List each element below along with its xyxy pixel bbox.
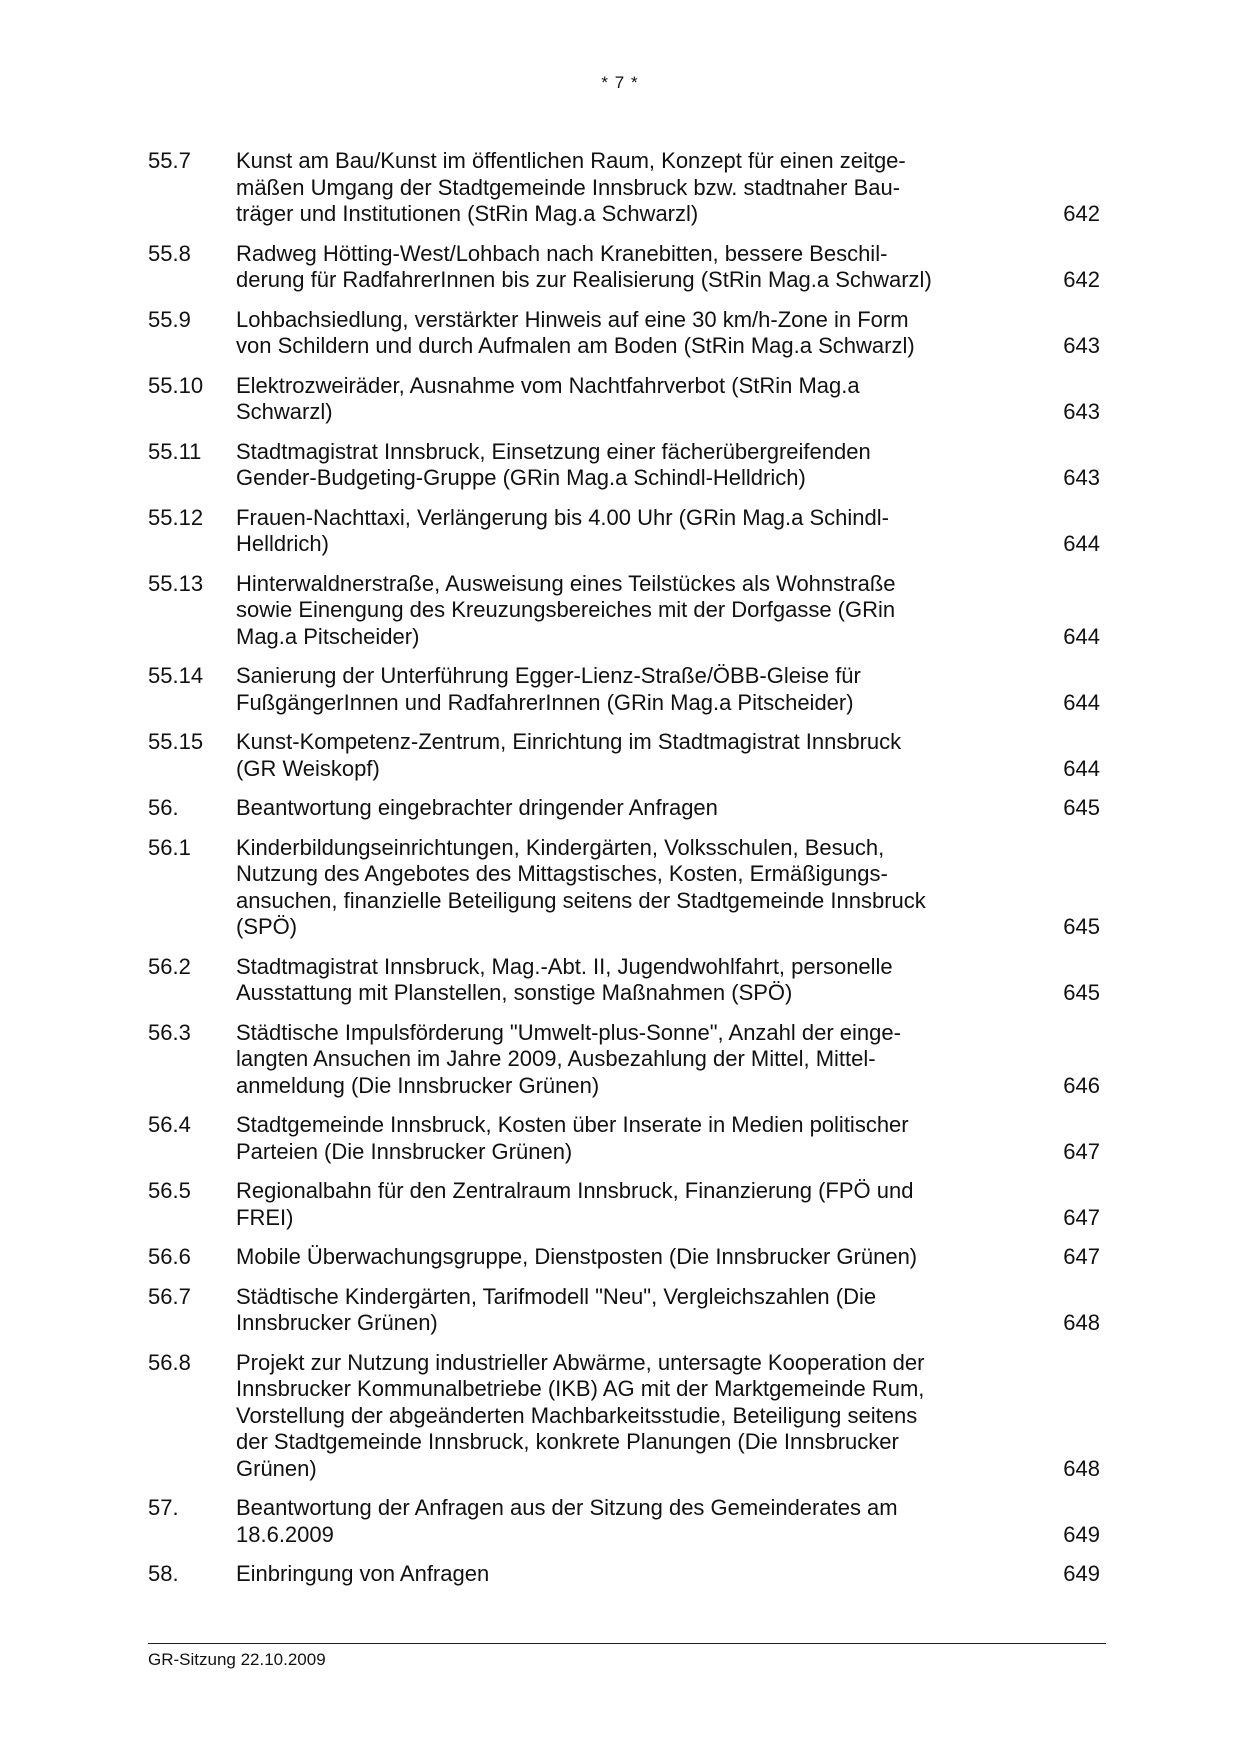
toc-entry-title-line: Frauen-Nachttaxi, Verlängerung bis 4.00 Uhr (GRin Mag.a Schindl- (236, 504, 889, 530)
toc-entry (148, 1495, 1100, 1548)
footer-divider (148, 1643, 1106, 1644)
toc-entry-title-line: Lohbachsiedlung, verstärkter Hinweis auf eine 30 km/h-Zone in Form (236, 306, 909, 332)
toc-entry (148, 1112, 1100, 1165)
toc-entry-page: 644 (1063, 689, 1100, 715)
toc-entry-title-line: FußgängerInnen und RadfahrerInnen (GRin Mag.a Pitscheider) (236, 689, 854, 715)
toc-entry-title-line: Kunst am Bau/Kunst im öffentlichen Raum, Konzept für einen zeitge- (236, 148, 906, 173)
toc-entry-title (236, 795, 994, 822)
toc-entry-page: 647 (1063, 1244, 1100, 1269)
toc-entry-number: 55.14 (148, 663, 204, 688)
toc-entry-title-line: Kinderbildungseinrichtungen, Kindergärten, Volksschulen, Besuch, (236, 834, 885, 860)
toc-entry-title (236, 505, 994, 558)
toc-entry (148, 729, 1100, 782)
toc-entry-title-line: derung für RadfahrerInnen bis zur Realisierung (StRin Mag.a Schwarzl) (236, 267, 932, 292)
page-number: * 7 * (601, 73, 639, 92)
toc-entry-page: 643 (1063, 465, 1100, 490)
toc-entry-title-line: (GR Weiskopf) (236, 755, 380, 781)
toc-entry-title (236, 835, 994, 941)
toc-entry-title-line: Städtische Impulsförderung "Umwelt-plus-Sonne", Anzahl der einge- (236, 1019, 901, 1045)
toc-entry (148, 571, 1100, 651)
toc-entry-title-line: sowie Einengung des Kreuzungsbereiches mit der Dorfgasse (GRin (236, 597, 896, 622)
toc-entry-title-line: Beantwortung der Anfragen aus der Sitzung des Gemeinderates am (236, 1495, 898, 1520)
toc-entry (148, 663, 1100, 716)
toc-entry-title (236, 1350, 994, 1483)
toc-entry-page: 648 (1063, 1310, 1100, 1335)
toc-entry-page: 644 (1063, 531, 1100, 556)
toc-entry-title-line: Grünen) (236, 1455, 317, 1481)
toc-entry-page: 645 (1063, 914, 1100, 939)
toc-entry-title-line: von Schildern und durch Aufmalen am Boden (StRin Mag.a Schwarzl) (236, 333, 915, 358)
toc-entry-page: 647 (1063, 1138, 1100, 1164)
toc-entry-title-line: Hinterwaldnerstraße, Ausweisung eines Teilstückes als Wohnstraße (236, 570, 896, 596)
toc-entry-number: 55.13 (148, 570, 204, 596)
toc-entry-title (236, 1020, 994, 1100)
toc-entry-title-line: Einbringung von Anfragen (236, 1561, 490, 1586)
toc-entry-number: 55.9 (148, 306, 191, 332)
toc-entry-title-line: anmeldung (Die Innsbrucker Grünen) (236, 1072, 600, 1098)
toc-entry-title-line: Schwarzl) (236, 399, 333, 424)
toc-entry-title (236, 1561, 994, 1588)
toc-entry-number: 56. (148, 795, 179, 820)
toc-entry-number: 56.5 (148, 1178, 191, 1203)
toc-entry-title-line: mäßen Umgang der Stadtgemeinde Innsbruck bzw. stadtnaher Bau- (236, 174, 901, 200)
toc-entry-title (236, 571, 994, 651)
toc-entry-title-line: (SPÖ) (236, 914, 298, 939)
toc-entry (148, 1561, 1100, 1588)
toc-entry-title-line: Gender-Budgeting-Gruppe (GRin Mag.a Schindl-Helldrich) (236, 465, 806, 490)
toc-entry-page: 645 (1063, 980, 1100, 1005)
toc-entry-number: 56.6 (148, 1244, 191, 1269)
toc-entry (148, 439, 1100, 492)
toc-entry (148, 1284, 1100, 1337)
toc-entry-title-line: Helldrich) (236, 531, 329, 556)
toc-entry (148, 1020, 1100, 1100)
toc-entry-title (236, 148, 994, 228)
toc-entry-title-line: Nutzung des Angebotes des Mittagstisches, Kosten, Ermäßigungs- (236, 861, 888, 886)
toc-entry-title-line: langten Ansuchen im Jahre 2009, Ausbezahlung der Mittel, Mittel- (236, 1046, 876, 1071)
toc-entry-number: 55.10 (148, 372, 204, 398)
toc-entry-title (236, 1495, 994, 1548)
toc-entry-title-line: Projekt zur Nutzung industrieller Abwärme, untersagte Kooperation der (236, 1349, 925, 1375)
toc-entry (148, 148, 1100, 228)
toc-entry-number: 55.15 (148, 729, 204, 754)
toc-entry-number: 56.2 (148, 953, 191, 979)
toc-entry-page: 649 (1063, 1521, 1100, 1547)
toc-entry-page: 643 (1063, 399, 1100, 424)
toc-entry-title-line: Sanierung der Unterführung Egger-Lienz-Straße/ÖBB-Gleise für (236, 663, 861, 688)
toc-entry-title-line: Innsbrucker Kommunalbetriebe (IKB) AG mit der Marktgemeinde Rum, (236, 1376, 925, 1401)
toc-entry-title (236, 439, 994, 492)
toc-entry-title-line: Mobile Überwachungsgruppe, Dienstposten (Die Innsbrucker Grünen) (236, 1244, 918, 1269)
toc-entry (148, 1178, 1100, 1231)
toc-entry-number: 56.8 (148, 1349, 191, 1375)
toc-entry (148, 1244, 1100, 1271)
toc-entry-title (236, 373, 994, 426)
toc-entry-title (236, 1244, 994, 1271)
toc-entry (148, 307, 1100, 360)
toc-entry-title-line: der Stadtgemeinde Innsbruck, konkrete Planungen (Die Innsbrucker (236, 1429, 899, 1454)
toc-entry-page: 644 (1063, 623, 1100, 649)
toc-entry-title-line: Innsbrucker Grünen) (236, 1310, 438, 1335)
toc-entry-number: 55.7 (148, 148, 191, 173)
toc-entry-title-line: Regionalbahn für den Zentralraum Innsbruck, Finanzierung (FPÖ und (236, 1178, 914, 1203)
toc-entry-title-line: Mag.a Pitscheider) (236, 623, 420, 649)
toc-entry (148, 1350, 1100, 1483)
toc-entry-page: 648 (1063, 1455, 1100, 1481)
toc-entry-page: 646 (1063, 1072, 1100, 1098)
toc-entry-title-line: Radweg Hötting-West/Lohbach nach Kranebitten, bessere Beschil- (236, 240, 888, 266)
toc-entry-number: 56.3 (148, 1019, 191, 1045)
toc-entry-title-line: 18.6.2009 (236, 1521, 334, 1547)
toc-entry-page: 649 (1063, 1561, 1100, 1586)
toc-entry (148, 954, 1100, 1007)
toc-entry-title (236, 241, 994, 294)
toc-entry-title-line: Stadtgemeinde Innsbruck, Kosten über Inserate in Medien politischer (236, 1112, 909, 1137)
toc-entry-title (236, 663, 994, 716)
footer-session-date: GR-Sitzung 22.10.2009 (148, 1650, 326, 1669)
toc-entry-number: 55.8 (148, 240, 191, 266)
toc-entry-title-line: Stadtmagistrat Innsbruck, Einsetzung einer fächerübergreifenden (236, 438, 871, 464)
toc-entry-number: 57. (148, 1495, 179, 1520)
toc-entry (148, 373, 1100, 426)
toc-entry (148, 505, 1100, 558)
toc-entry-title (236, 1284, 994, 1337)
toc-entry-page: 642 (1063, 267, 1100, 292)
toc-entry-page: 645 (1063, 795, 1100, 820)
toc-entry (148, 795, 1100, 822)
toc-entry-title-line: Vorstellung der abgeänderten Machbarkeitsstudie, Beteiligung seitens (236, 1402, 918, 1428)
toc-entry-title-line: ansuchen, finanzielle Beteiligung seitens der Stadtgemeinde Innsbruck (236, 887, 926, 913)
toc-entry-number: 56.7 (148, 1283, 191, 1309)
toc-entry-title-line: Elektrozweiräder, Ausnahme vom Nachtfahrverbot (StRin Mag.a (236, 372, 860, 398)
toc-entry-page: 643 (1063, 333, 1100, 358)
toc-entry-title (236, 729, 994, 782)
toc-entry-page: 647 (1063, 1204, 1100, 1230)
toc-entry-title (236, 1112, 994, 1165)
toc-entry-page: 642 (1063, 201, 1100, 226)
toc-entry (148, 241, 1100, 294)
toc-entry-title-line: Parteien (Die Innsbrucker Grünen) (236, 1138, 573, 1164)
toc-entry-title-line: Stadtmagistrat Innsbruck, Mag.-Abt. II, Jugendwohlfahrt, personelle (236, 953, 893, 979)
toc-entry-title (236, 1178, 994, 1231)
toc-entry-title-line: FREI) (236, 1204, 294, 1230)
table-of-contents (148, 148, 1100, 1601)
toc-entry-title-line: Beantwortung eingebrachter dringender Anfragen (236, 795, 718, 820)
toc-entry-number: 55.12 (148, 504, 204, 530)
toc-entry-number: 56.1 (148, 834, 191, 860)
toc-entry (148, 835, 1100, 941)
toc-entry-page: 644 (1063, 755, 1100, 781)
toc-entry-title (236, 954, 994, 1007)
toc-entry-number: 56.4 (148, 1112, 191, 1137)
toc-entry-title (236, 307, 994, 360)
toc-entry-title-line: Kunst-Kompetenz-Zentrum, Einrichtung im Stadtmagistrat Innsbruck (236, 729, 902, 754)
toc-entry-number: 58. (148, 1561, 179, 1586)
toc-entry-title-line: träger und Institutionen (StRin Mag.a Schwarzl) (236, 201, 699, 226)
toc-entry-title-line: Städtische Kindergärten, Tarifmodell "Neu", Vergleichszahlen (Die (236, 1283, 877, 1309)
toc-entry-title-line: Ausstattung mit Planstellen, sonstige Maßnahmen (SPÖ) (236, 980, 793, 1005)
toc-entry-number: 55.11 (148, 438, 202, 464)
